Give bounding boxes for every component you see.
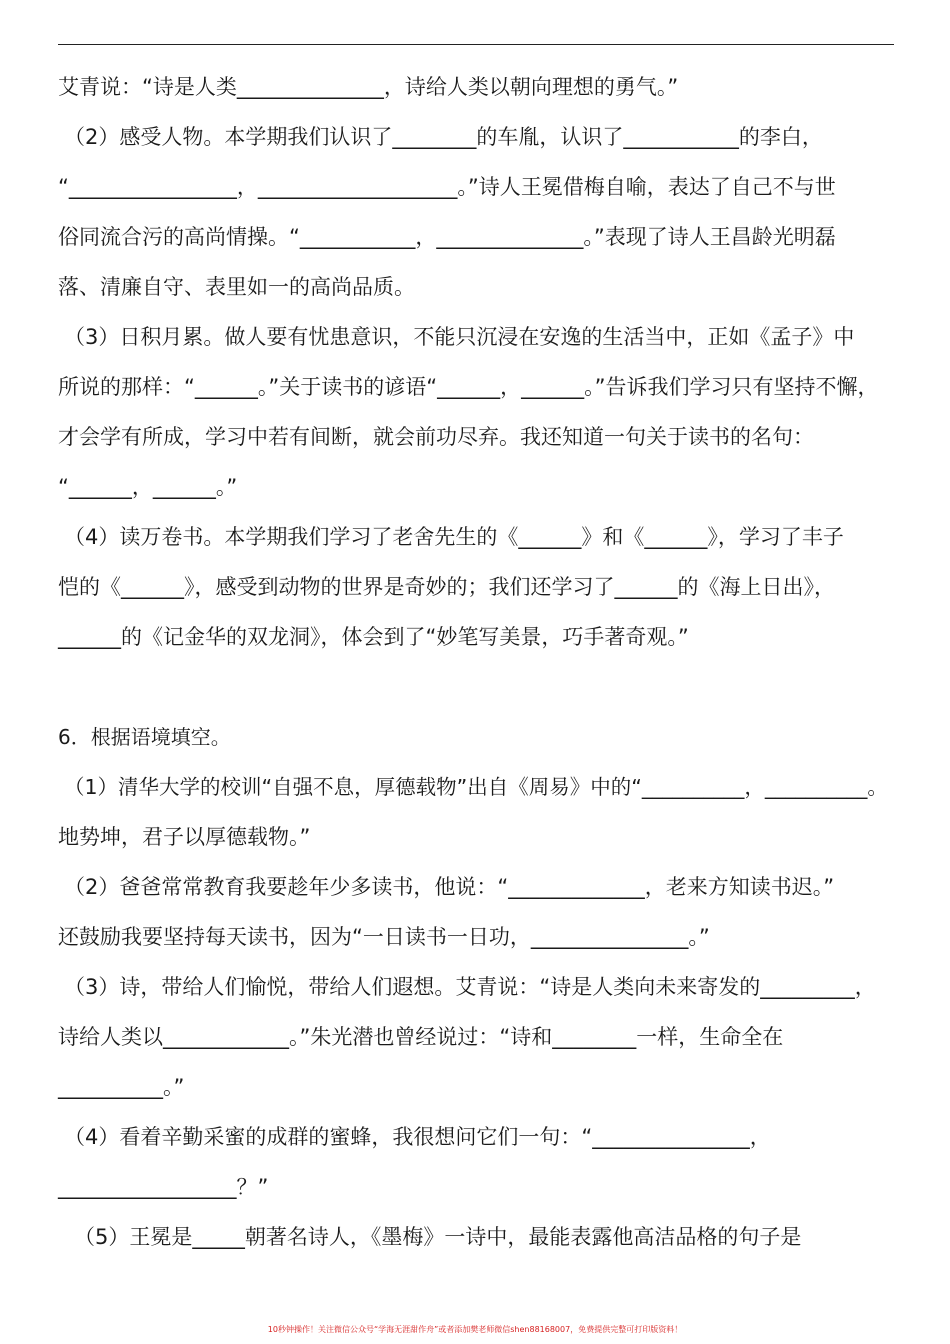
text-line: __________。”	[58, 1075, 185, 1099]
text-line: 所说的那样：“______。”关于读书的谚语“______，______。”告诉我们学习只有坚持不懈，	[58, 375, 879, 399]
text-line: 才会学有所成，学习中若有间断，就会前功尽弃。我还知道一句关于读书的名句：	[58, 425, 814, 449]
text-line: _________________？”	[58, 1175, 269, 1199]
worksheet-content	[58, 62, 894, 1262]
text-line: 还鼓励我要坚持每天读书，因为“一日读书一日功，_______________。”	[58, 925, 710, 949]
text-line: 地势坤，君子以厚德载物。”	[58, 825, 311, 849]
text-line: 落、清廉自守、表里如一的高尚品质。	[58, 275, 415, 299]
text-line: （4）看着辛勤采蜜的成群的蜜蜂，我很想问它们一句：“_______________，	[64, 1125, 771, 1149]
text-line: “______，______。”	[58, 475, 238, 499]
text-line: 诗给人类以____________。”朱光潜也曾经说过：“诗和________一样，生命全在	[58, 1025, 784, 1049]
text-line: 俗同流合污的高尚情操。“___________，______________。”表现了诗人王昌龄光明磊	[58, 225, 836, 249]
top-rule	[58, 44, 894, 45]
text-line: （4）读万卷书。本学期我们学习了老舍先生的《______》和《______》，学习了丰子	[64, 525, 844, 549]
section-gap	[58, 662, 894, 712]
footer-promo: 10秒钟操作！关注微信公众号“学海无涯甜作舟”或者添加樊老师微信shen88168007，免费提供完整可打印版资料！	[267, 1325, 683, 1334]
text-line: （5）王冕是_____朝著名诗人，《墨梅》一诗中，最能表露他高洁品格的句子是	[74, 1225, 802, 1249]
section-6-title: 6．根据语境填空。	[58, 725, 231, 749]
text-line: （3）日积月累。做人要有忧患意识，不能只沉浸在安逸的生活当中，正如《孟子》中	[64, 325, 855, 349]
text-line: 恺的《______》，感受到动物的世界是奇妙的；我们还学习了______的《海上日出》，	[58, 575, 835, 599]
text-line: 艾青说：“诗是人类______________，诗给人类以朝向理想的勇气。”	[58, 75, 679, 99]
text-line: “________________，___________________。”诗人王冕借梅自喻，表达了自己不与世	[58, 175, 836, 199]
text-line: ______的《记金华的双龙洞》，体会到了“妙笔写美景，巧手著奇观。”	[58, 625, 689, 649]
text-line: （3）诗，带给人们愉悦，带给人们遐想。艾青说：“诗是人类向未来寄发的_________，	[64, 975, 876, 999]
text-line: （1）清华大学的校训“自强不息，厚德载物”出自《周易》中的“__________，__________。	[64, 775, 888, 799]
text-line: （2）爸爸常常教育我要趁年少多读书，他说：“_____________，老来方知读书迟。”	[64, 875, 835, 899]
text-line: （2）感受人物。本学期我们认识了________的车胤，认识了___________的李白，	[64, 125, 823, 149]
